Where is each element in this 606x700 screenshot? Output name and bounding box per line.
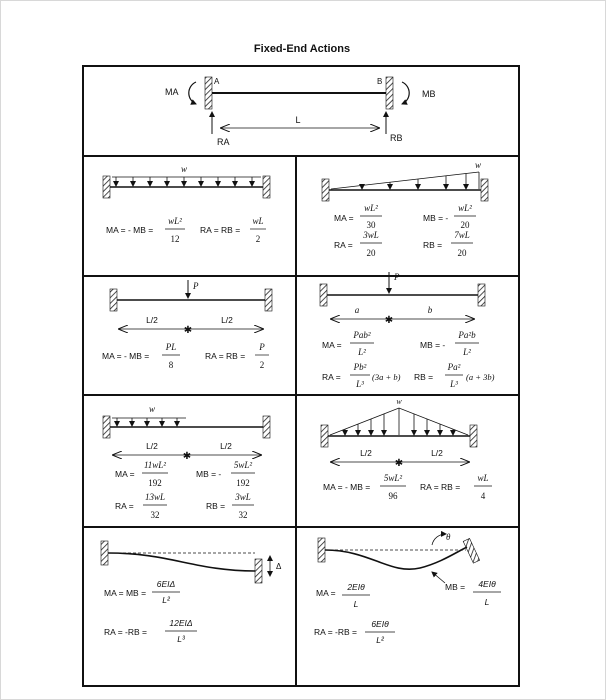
formula-ma-lhs: MA = [115, 469, 135, 479]
label-mb: MB [422, 89, 436, 99]
label-l2-left: L/2 [360, 448, 372, 458]
point-load-midspan-cell [102, 280, 272, 370]
triangular-load-cell [322, 160, 488, 258]
label-p: P [193, 281, 199, 291]
formula-mb-num: wL² [458, 203, 472, 213]
label-ra: RA [217, 137, 230, 147]
formula-r-den: L³ [177, 634, 185, 644]
formula-mb-num: Pa²b [458, 330, 476, 340]
label-l2-left: L/2 [146, 315, 158, 325]
formula-ma-den: L² [358, 347, 366, 357]
fixed-support-a [205, 77, 212, 109]
formula-mb-lhs: MB = - [420, 340, 446, 350]
formula-m-lhs: MA = - MB = [323, 482, 371, 492]
fixed-support-left [320, 284, 327, 306]
fixed-support-b [386, 77, 393, 109]
formula-ra-num: 13wL [144, 492, 166, 502]
formula-ra-lhs: RA = [334, 240, 353, 250]
formula-mb-lhs: MB = - [423, 213, 449, 223]
label-l2-right: L/2 [221, 315, 233, 325]
formula-mb-den: L² [463, 347, 471, 357]
formula-r-den: 2 [255, 234, 261, 244]
fixed-support-right [481, 179, 488, 201]
formula-m-num: wL² [168, 216, 182, 226]
rotated-support-right [463, 538, 479, 563]
formula-ra-num: Pb² [353, 362, 367, 372]
formula-ma-num: 2EIθ [347, 582, 365, 592]
formula-mb-den: L [484, 597, 490, 607]
formula-ma-den: 192 [148, 478, 162, 488]
formula-ma-lhs: MA = [322, 340, 342, 350]
label-theta: θ [446, 532, 451, 542]
formula-r-lhs: RA = -RB = [104, 627, 147, 637]
formula-m-num: PL [165, 342, 177, 352]
moment-arrow-a-icon [189, 82, 196, 104]
symmetric-triangular-load-cell [321, 397, 492, 501]
fixed-support-left [318, 538, 325, 562]
formula-rb-num: 3wL [235, 492, 251, 502]
support-rotation-cell [314, 532, 501, 645]
formula-ma-num: Pab² [353, 330, 371, 340]
moment-arrow-b-icon [402, 82, 409, 104]
fixed-support-right [263, 176, 270, 198]
formula-r-num: wL [252, 216, 264, 226]
label-l: L [295, 115, 301, 125]
triangular-load-arrows [362, 174, 466, 190]
label-l2-left: L/2 [146, 441, 158, 451]
fixed-support-right [478, 284, 485, 306]
formula-ra-den: 32 [150, 510, 160, 520]
formula-m-den: 12 [170, 234, 180, 244]
label-b: B [377, 77, 383, 86]
fixed-support-left [321, 425, 328, 447]
label-w: w [396, 397, 402, 406]
formula-rb-den: 32 [238, 510, 248, 520]
udl-cell [103, 164, 270, 244]
formula-r-num: 12EIΔ [169, 618, 193, 628]
fixed-support-left [110, 289, 117, 311]
formula-mb-num: 5wL² [233, 460, 253, 470]
point-load-general-cell [320, 272, 495, 389]
formula-rb-num: 7wL [454, 230, 470, 240]
label-a: A [214, 77, 220, 86]
formula-rb-lhs: RB = [414, 372, 434, 382]
distributed-load-arrows [116, 177, 252, 186]
formula-m-den: 96 [388, 491, 398, 501]
fixed-support-left [103, 176, 110, 198]
formula-m-lhs: MA = MB = [104, 588, 147, 598]
formula-r-den: 4 [480, 491, 486, 501]
fixed-support-right [255, 559, 262, 583]
formula-r-num: P [259, 342, 265, 352]
rotation-arrow-icon [432, 534, 446, 545]
label-l2-right: L/2 [220, 441, 232, 451]
half-span-load-arrows [117, 418, 177, 426]
formula-ra-lhs: RA = [322, 372, 341, 382]
label-w: w [474, 160, 482, 170]
formula-r-lhs: RA = RB = [205, 351, 246, 361]
deflected-beam [108, 553, 255, 571]
formula-mb-lhs: MB = [445, 582, 466, 592]
formula-rb-tail: (a + 3b) [466, 372, 495, 382]
load-line [331, 172, 479, 189]
formula-rb-den: L³ [450, 379, 458, 389]
fixed-support-right [470, 425, 477, 447]
formula-rb-num: Pa² [447, 362, 461, 372]
label-w: w [180, 164, 188, 174]
formula-ma-num: wL² [364, 203, 378, 213]
formula-m-num: 5wL² [383, 473, 403, 483]
label-w: w [148, 404, 156, 414]
page-title: Fixed-End Actions [253, 43, 351, 55]
formula-ra-den: 20 [366, 248, 376, 258]
half-span-udl-cell [103, 404, 270, 520]
formula-mb-den: 20 [460, 220, 470, 230]
formula-mb-num: 4EIθ [478, 579, 496, 589]
formula-r-num: wL [477, 473, 489, 483]
label-rb: RB [390, 133, 403, 143]
formula-ra-den: L³ [356, 379, 364, 389]
formula-m-lhs: MA = - MB = [106, 225, 154, 235]
formula-r-lhs: RA = RB = [200, 225, 241, 235]
formula-r-num: 6EIθ [371, 619, 389, 629]
fixed-support-right [265, 289, 272, 311]
table-frame [83, 66, 519, 686]
label-l2-right: L/2 [431, 448, 443, 458]
formula-ra-lhs: RA = [115, 501, 134, 511]
formula-rb-den: 20 [457, 248, 467, 258]
formula-ma-lhs: MA = [316, 588, 336, 598]
formula-m-den: L² [162, 595, 170, 605]
label-b-dim: b [427, 305, 433, 315]
header-beam-cell [165, 77, 436, 147]
formula-ra-num: 3wL [363, 230, 379, 240]
formula-ma-den: 30 [366, 220, 376, 230]
fixed-support-left [103, 416, 110, 438]
svg-text:✱: ✱ [384, 315, 394, 326]
formula-mb-den: 192 [236, 478, 250, 488]
formula-r-lhs: RA = -RB = [314, 627, 357, 637]
formula-ma-den: L [353, 599, 359, 609]
formula-r-den: 2 [259, 360, 265, 370]
formula-ra-tail: (3a + b) [372, 372, 401, 382]
formula-rb-lhs: RB = [423, 240, 443, 250]
formula-r-lhs: RA = RB = [420, 482, 461, 492]
formula-ma-num: 11wL² [143, 460, 167, 470]
svg-text:✱: ✱ [182, 451, 192, 462]
formula-m-lhs: MA = - MB = [102, 351, 150, 361]
formula-rb-lhs: RB = [206, 501, 226, 511]
support-settlement-cell [101, 541, 282, 644]
fixed-support-right [263, 416, 270, 438]
svg-text:✱: ✱ [394, 458, 404, 469]
formula-r-den: L² [376, 635, 384, 645]
formula-ma-lhs: MA = [334, 213, 354, 223]
formula-m-den: 8 [168, 360, 174, 370]
svg-text:✱: ✱ [183, 325, 193, 336]
label-p: P [394, 272, 400, 282]
label-a-dim: a [354, 305, 360, 315]
fixed-support-left [322, 179, 329, 201]
label-delta: Δ [276, 562, 282, 571]
formula-mb-lhs: MB = - [196, 469, 222, 479]
formula-m-num: 6EIΔ [156, 579, 176, 589]
label-ma: MA [165, 87, 179, 97]
fixed-support-left [101, 541, 108, 565]
